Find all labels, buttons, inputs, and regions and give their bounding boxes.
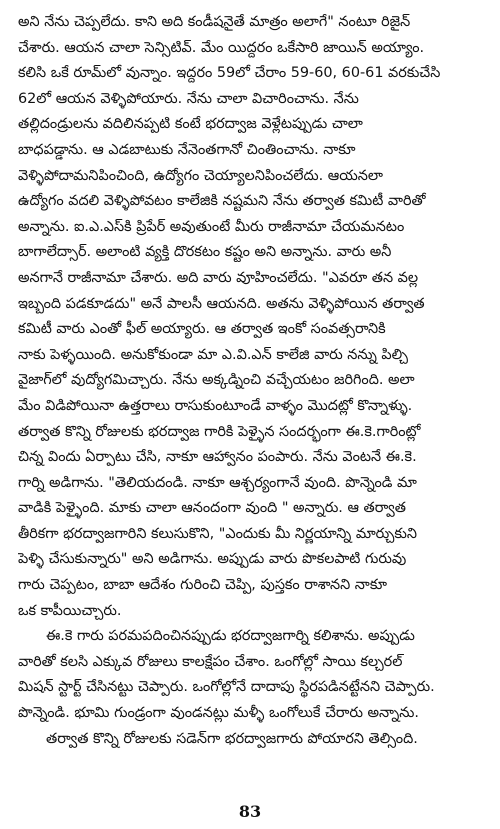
text-line: కలిసి ఒకే రూమ్‌లో వున్నాం. ఇద్దరం 59లో చేరాం 59-60, 60-61 వరకుచేసి [18,65,441,82]
page-body [18,10,486,752]
text-line: 62లో ఆయన వెళ్ళిపోయారు. నేను చాలా విచారించాను. నేను [18,90,359,107]
text-line: గారు చెప్పటం, బాబా ఆదేశం గురించి చెప్పి, పుస్తకం రాశానని నాకూ [18,577,387,594]
text-line: వైజాగ్‌లో వుద్యోగమిచ్చారు. నేను అక్కడ్నించి వచ్చేయటం జరిగింది. అలా [18,372,415,389]
text-line: వాడికి పెళ్ళైంది. మాకు చాలా ఆనందంగా వుంది " అన్నారు. ఆ తర్వాత [18,500,406,517]
text-line: వెళ్ళిపోదామనిపించింది, ఉద్యోగం చెయ్యాలనిపించలేదు. ఆయనలా [18,167,383,184]
text-line: కమిటీ వారు ఎంతో ఫీల్ అయ్యారు. ఆ తర్వాత ఇంకో సంవత్సరానికి [18,321,386,338]
text-line: వారితో కలసి ఎక్కువ రోజులు కాలక్షేపం చేశాం. ఒంగోల్లో సాయి కల్చరల్ [18,653,403,670]
text-line: తీరికగా భరద్వాజగారిని కలుసుకొని, "ఎందుకు మీ నిర్ణయాన్ని మార్చుకుని [18,525,417,542]
page-number: 83 [238,802,262,821]
text-line: పెళ్ళి చేసుకున్నారు" అని అడిగాను. అప్పుడు వారు పొకలపాటి గురువు [18,551,407,568]
text-line: పొన్నెండి. భూమి గుండ్రంగా వుండనట్లు మళ్ళీ ఒంగోలుకే చేరారు అన్నాను. [18,705,419,722]
paragraph [18,727,486,753]
text-line: చిన్న విందు ఏర్పాటు చేసి, నాకూ ఆహ్వానం పంపారు. నేను వెంటనే ఈ.కె. [18,449,417,466]
paragraph [18,10,486,624]
text-line: బాగాలేద్సార్. అలాంటి వ్యక్తి దొరకటం కష్టం అని అన్నాను. వారు అనీ [18,244,392,261]
text-line: తర్వాత కొన్ని రోజులకు సడెన్‌గా భరద్వాజగారు పోయారని తెల్సింది. [46,730,418,747]
text-line: తల్లిదండ్రులను వదిలినప్పటి కంటే భరద్వాజ వెళ్లేటప్పుడు చాలా [18,116,363,133]
text-line: ఇబ్బంది పడకూడదు" అనే పాలసీ ఆయనది. అతను వెళ్ళిపోయిన తర్వాత [18,295,425,312]
paragraph [18,624,486,726]
text-line: ఒక కాపీయిచ్చారు. [18,602,122,619]
text-line: అన్నాను. ఐ.ఎ.ఎస్‌కి ప్రిపేర్ అవుతుంటే మీరు రాజీనామా చేయమనటం [18,218,405,235]
text-line: తర్వాత కొన్ని రోజులకు భరద్వాజ గారికి పెళ్ళైన సందర్భంగా ఈ.కె.గారింట్లో [18,423,421,440]
text-line: చేశారు. ఆయన చాలా సెన్సిటివ్. మేం యిద్దరం ఒకేసారి జాయిన్ అయ్యాం. [18,39,425,56]
text-line: ఈ.కె గారు పరమపదించినప్పుడు భరద్వాజగార్ని కలిశాను. అప్పుడు [46,628,415,645]
text-line: మేం విడిపోయినా ఉత్తరాలు రాసుకుంటూండే వాళ్ళం మొదట్లో కొన్నాళ్ళు. [18,397,413,414]
text-line: అనగానే రాజీనామా చేశారు. అది వారు వూహించలేదు. "ఎవరూ తన వల్ల [18,269,419,286]
text-line: బాధపడ్డాను. ఆ ఎడబాటుకు నేనెంతగానో చింతించాను. నాకూ [18,141,356,158]
text-line: నాకు పెళ్ళయింది. అనుకోకుండా మా ఎ.వి.ఎన్ కాలేజి వారు నన్ను పిల్చి [18,346,408,363]
text-line: మిషన్ స్టార్ట్ చేసినట్టు చెప్పారు. ఒంగోల్లోనే దాదాపు స్థిరపడినట్టేనని చెప్పారు. [18,679,435,696]
text-line: గార్ని అడిగాను. "తెలియదండి. నాకూ ఆశ్చర్యంగానే వుంది. పొన్నెండి మా [18,474,417,491]
text-line: ఉద్యోగం వదలి వెళ్ళిపోవటం కాలేజికి నష్టమని నేను తర్వాత కమిటీ వారితో [18,193,426,210]
text-line: అని నేను చెప్పలేదు. కాని అది కండీషనైతే మాత్రం అలాగే" నంటూ రిజైన్ [18,14,411,30]
